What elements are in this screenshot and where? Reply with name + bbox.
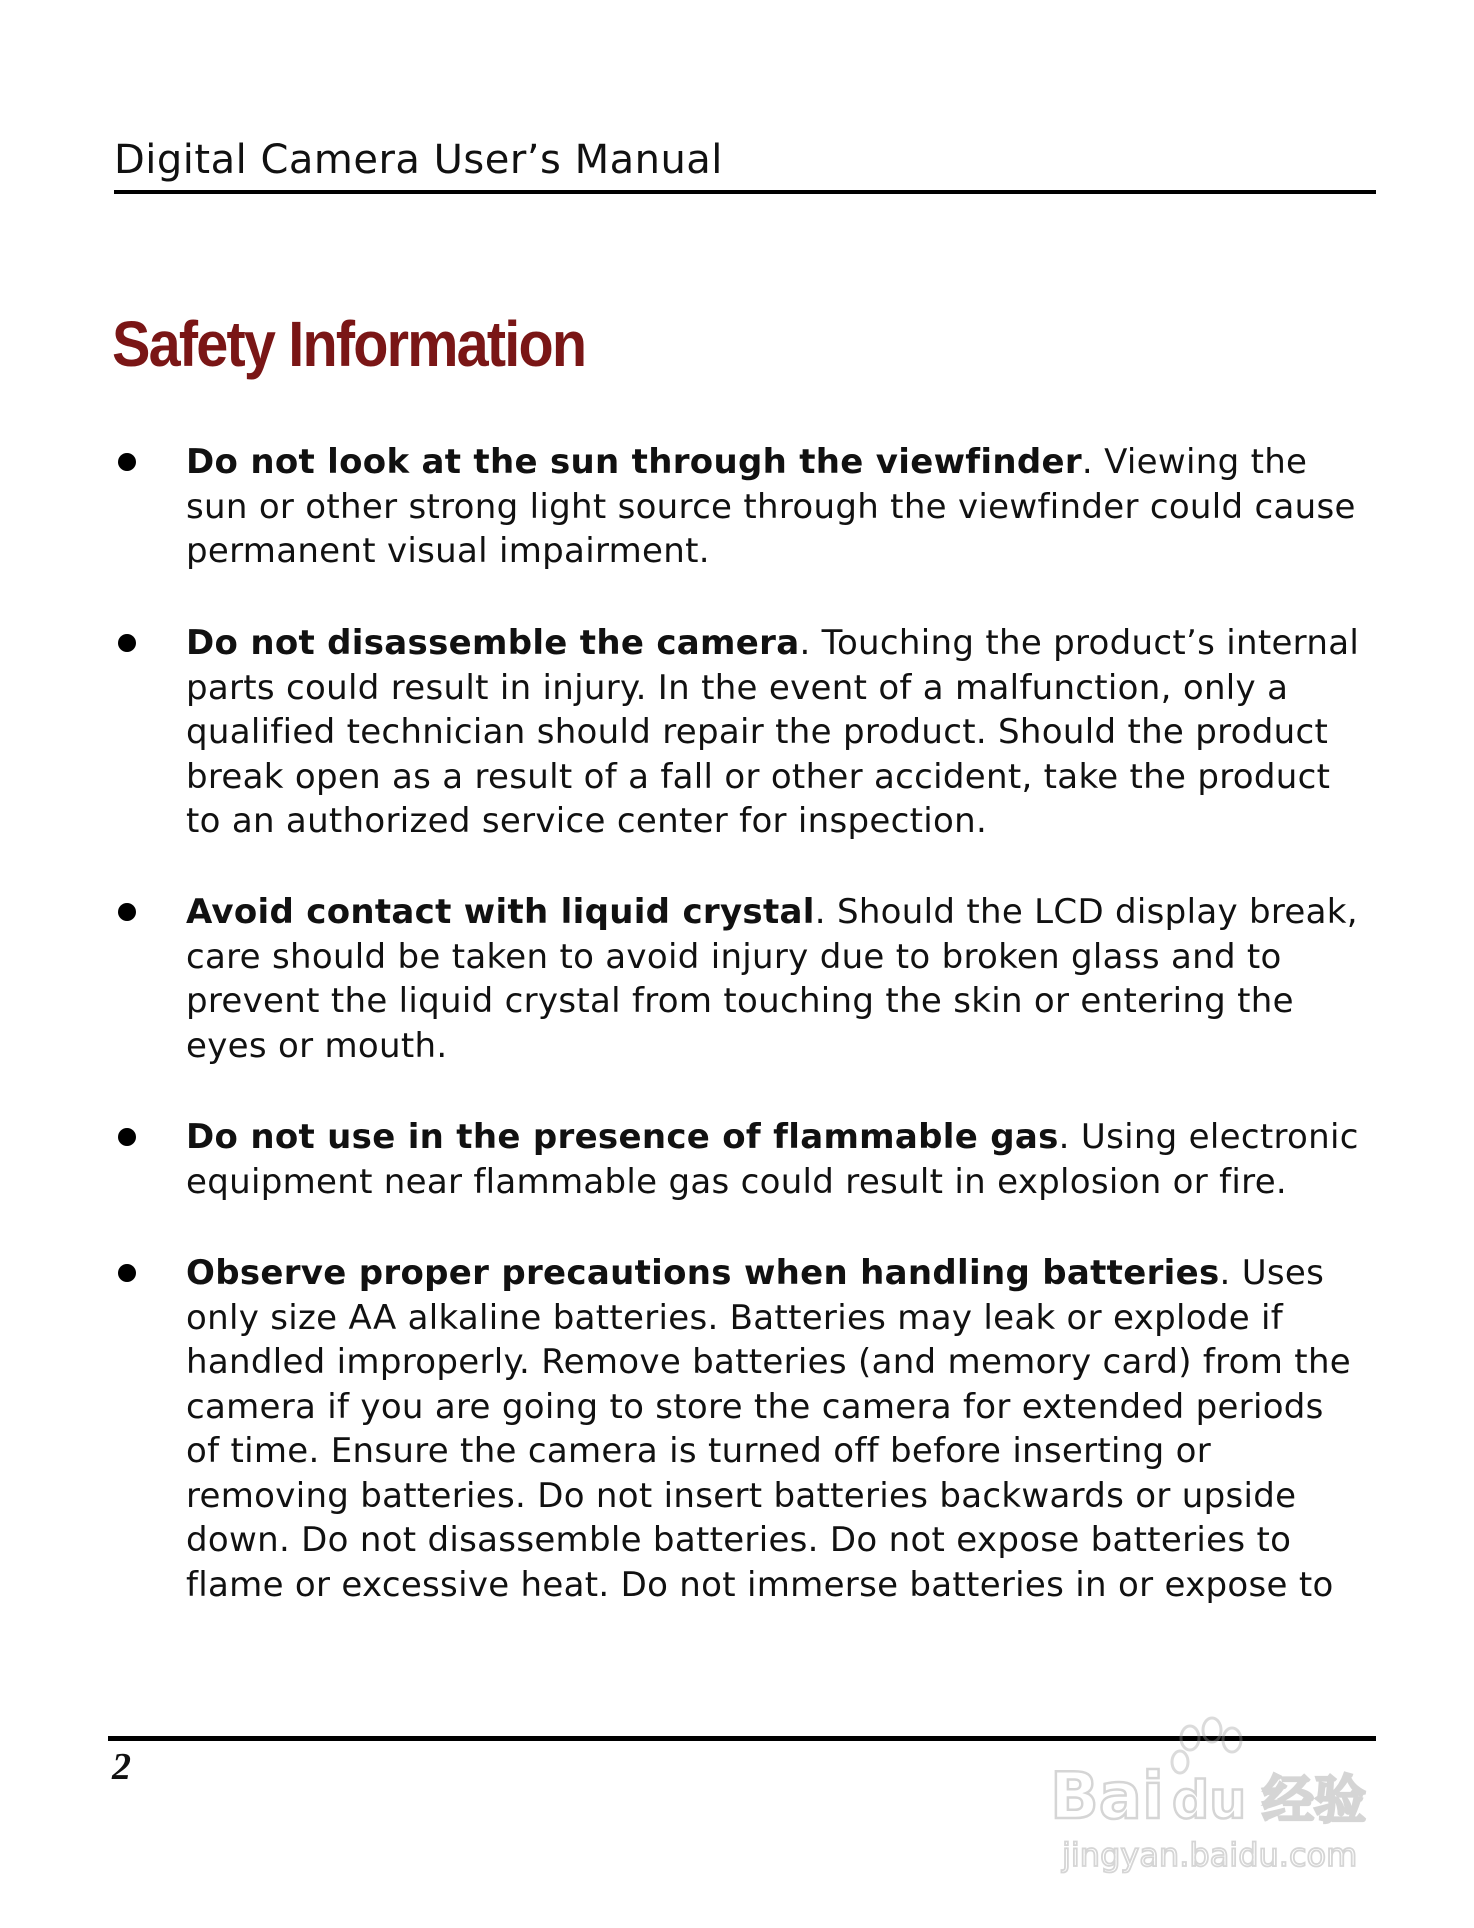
safety-item-text [186, 1115, 1364, 1204]
safety-item-text [186, 890, 1364, 1068]
header-title: Digital Camera User’s Manual [114, 137, 723, 183]
safety-item-body: . Uses only size AA alkaline batteries. Batteries may leak or explode if handled improperly. Remove batteries (and memory card) from the camera if you are going to store the camera for extended periods of time. Ensure the camera is turned off before inserting or removing batteries. Do not insert batteries backwards or upside down. Do not disassemble batteries. Do not expose batteries to flame or excessive heat. Do not immerse batteries in or expose to [186, 1253, 1352, 1605]
safety-item-text [186, 1251, 1364, 1607]
svg-text:经验: 经验 [1262, 1771, 1367, 1831]
bullet-icon [118, 1264, 136, 1282]
bullet-icon [118, 453, 136, 471]
section-title: Safety Information [112, 308, 586, 380]
svg-text:du: du [1172, 1771, 1247, 1831]
safety-item-heading: Do not look at the sun through the viewfinder [186, 442, 1082, 482]
svg-text:Bai: Bai [1050, 1760, 1164, 1834]
bullet-icon [118, 903, 136, 921]
safety-item-body: . Touching the product’s internal parts could result in injury. In the event of a malfunction, only a qualified technician should repair the product. Should the product break open as a result of a fall or other accident, take the product to an authorized service center for inspection. [186, 623, 1360, 841]
baidu-watermark-logo [1040, 1700, 1400, 1880]
safety-item-body: . Should the LCD display break, care should be taken to avoid injury due to broken glass and to prevent the liquid crystal from touching the skin or entering the eyes or mouth. [186, 892, 1358, 1066]
safety-item-heading: Do not disassemble the camera [186, 623, 800, 663]
safety-item-text [186, 440, 1364, 574]
bullet-icon [118, 1128, 136, 1146]
page-number: 2 [112, 1746, 131, 1788]
bullet-icon [118, 634, 136, 652]
safety-item-heading: Do not use in the presence of flammable gas [186, 1117, 1059, 1157]
safety-item-body: . Using electronic equipment near flammable gas could result in explosion or fire. [186, 1117, 1359, 1202]
safety-item-text [186, 621, 1364, 844]
svg-text:jingyan.baidu.com: jingyan.baidu.com [1062, 1836, 1358, 1874]
safety-item-heading: Observe proper precautions when handling batteries [186, 1253, 1220, 1293]
safety-item-heading: Avoid contact with liquid crystal [186, 892, 815, 932]
safety-item-body: . Viewing the sun or other strong light source through the viewfinder could cause permanent visual impairment. [186, 442, 1356, 571]
